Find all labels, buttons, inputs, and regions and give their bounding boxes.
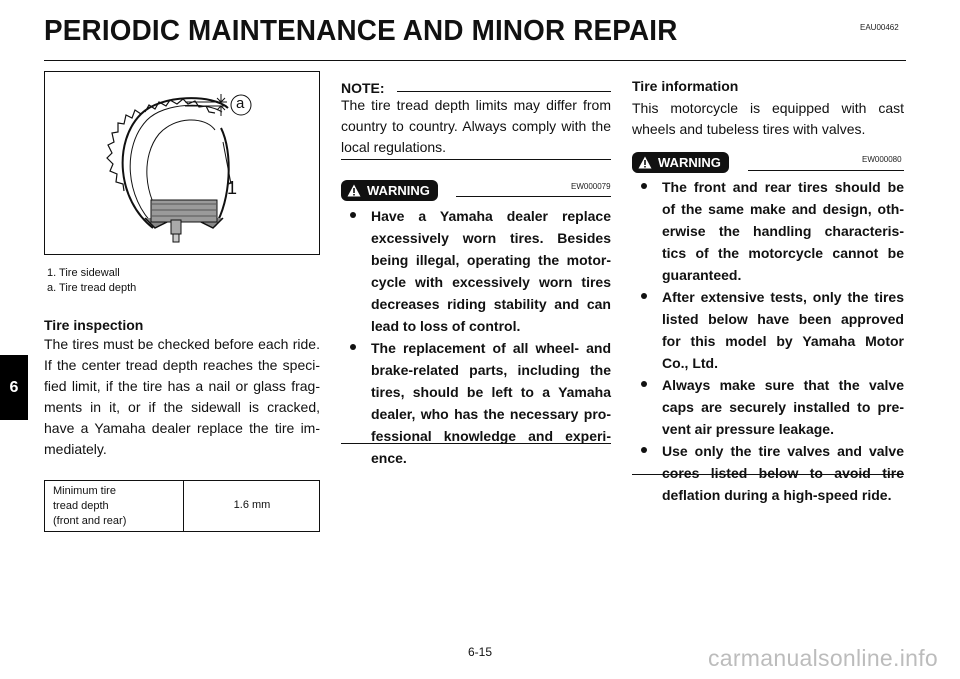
text-line: dealer, who has the necessary pro- — [371, 406, 611, 422]
text-line: lead to loss of control. — [371, 318, 521, 334]
text-line: The replacement of all wheel- and — [371, 340, 611, 356]
bullet-dot — [641, 293, 647, 299]
tire-inspection-text — [44, 334, 320, 460]
bullet-dot — [350, 344, 356, 350]
page-title: PERIODIC MAINTENANCE AND MINOR REPAIR — [44, 15, 678, 47]
callout-1: 1 — [227, 178, 238, 198]
text-line: tics of the motorcycle cannot be — [662, 245, 904, 261]
text-line: Co., Ltd. — [662, 355, 718, 371]
text-line: The front and rear tires should be — [662, 179, 904, 195]
text-line: After extensive tests, only the tires — [662, 289, 904, 305]
text-line: local regulations. — [341, 139, 447, 155]
text-line: guaranteed. — [662, 267, 742, 283]
document-code: EAU00462 — [860, 23, 899, 32]
figure-caption-a: a. Tire tread depth — [47, 282, 137, 294]
tire-information-heading: Tire information — [632, 78, 739, 94]
text-line: for this model by Yamaha Motor — [662, 333, 904, 349]
list-item — [640, 176, 904, 286]
bullet-dot — [641, 183, 647, 189]
text-line: fessional knowledge and experi- — [371, 428, 611, 444]
bullet-dot — [641, 381, 647, 387]
tire-figure — [44, 71, 320, 255]
spec-label-line: Minimum tire — [53, 485, 116, 497]
text-line: The tires must be checked before each ride. — [44, 336, 320, 352]
warning-label: WARNING — [367, 183, 430, 198]
text-line: If the center tread depth reaches the speci- — [44, 357, 320, 373]
text-line: deflation during a high-speed ride. — [662, 487, 892, 503]
warning-list — [349, 205, 611, 469]
text-line: The tire tread depth limits may differ from — [341, 97, 611, 113]
page-number: 6-15 — [467, 645, 493, 659]
tire-information-text — [632, 98, 904, 140]
bullet-dot — [641, 447, 647, 453]
text-line: vent air pressure leakage. — [662, 421, 834, 437]
list-item — [640, 286, 904, 374]
text-line: caps are securely installed to pre- — [662, 399, 904, 415]
warning-code: EW000080 — [862, 155, 902, 164]
warning-triangle-icon — [347, 184, 361, 197]
text-line: of the same make and design, oth- — [662, 201, 904, 217]
warning-end-rule — [341, 443, 611, 444]
tire-cross-section-diagram — [45, 72, 321, 256]
list-item — [349, 337, 611, 469]
warning-rule — [456, 196, 611, 197]
watermark: carmanualsonline.info — [707, 645, 938, 671]
bullet-dot — [350, 212, 356, 218]
callout-a: a — [236, 95, 245, 112]
text-line: have a Yamaha dealer replace the tire im- — [44, 420, 320, 436]
note-text — [341, 95, 611, 158]
warning-list — [640, 176, 904, 506]
note-rule — [397, 91, 611, 92]
warning-badge — [341, 180, 438, 201]
chapter-tab: 6 — [0, 355, 28, 420]
warning-rule — [748, 170, 904, 171]
text-line: excessively worn tires. Besides — [371, 230, 611, 246]
text-line: tires, should be left to a Yamaha — [371, 384, 611, 400]
warning-end-rule — [632, 474, 904, 475]
text-line: decreases riding stability and can — [371, 296, 611, 312]
text-line: listed below have been approved — [662, 311, 904, 327]
text-line: ence. — [371, 450, 407, 466]
warning-code: EW000079 — [571, 182, 611, 191]
text-line: mediately. — [44, 441, 107, 457]
spec-label-line: (front and rear) — [53, 515, 127, 527]
text-line: cycle with excessively worn tires — [371, 274, 611, 290]
note-end-rule — [341, 159, 611, 160]
text-line: fied limit, if the tire has a nail or glass frag- — [44, 378, 320, 394]
text-line: wheels and tubeless tires with valves. — [632, 121, 866, 137]
list-item — [640, 440, 904, 506]
list-item — [640, 374, 904, 440]
text-line: being illegal, operating the motor- — [371, 252, 611, 268]
spec-value: 1.6 mm — [233, 499, 271, 511]
text-line: This motorcycle is equipped with cast — [632, 100, 904, 116]
text-line: cores listed below to avoid tire — [662, 465, 904, 481]
list-item — [349, 205, 611, 337]
note-label: NOTE: — [341, 80, 385, 96]
tread-depth-spec-table — [44, 480, 320, 532]
text-line: brake-related parts, including the — [371, 362, 611, 378]
header-rule — [44, 60, 906, 61]
text-line: ments in it, or if the sidewall is cracked, — [44, 399, 320, 415]
warning-triangle-icon — [638, 156, 652, 169]
text-line: Always make sure that the valve — [662, 377, 904, 393]
tire-inspection-heading: Tire inspection — [44, 317, 144, 333]
text-line: Use only the tire valves and valve — [662, 443, 904, 459]
warning-badge — [632, 152, 729, 173]
spec-label-line: tread depth — [53, 500, 109, 512]
warning-label: WARNING — [658, 155, 721, 170]
text-line: Have a Yamaha dealer replace — [371, 208, 611, 224]
text-line: country to country. Always comply with the — [341, 118, 611, 134]
spec-label — [53, 484, 126, 529]
text-line: erwise the handling characteris- — [662, 223, 904, 239]
figure-caption-1: 1. Tire sidewall — [47, 267, 120, 279]
